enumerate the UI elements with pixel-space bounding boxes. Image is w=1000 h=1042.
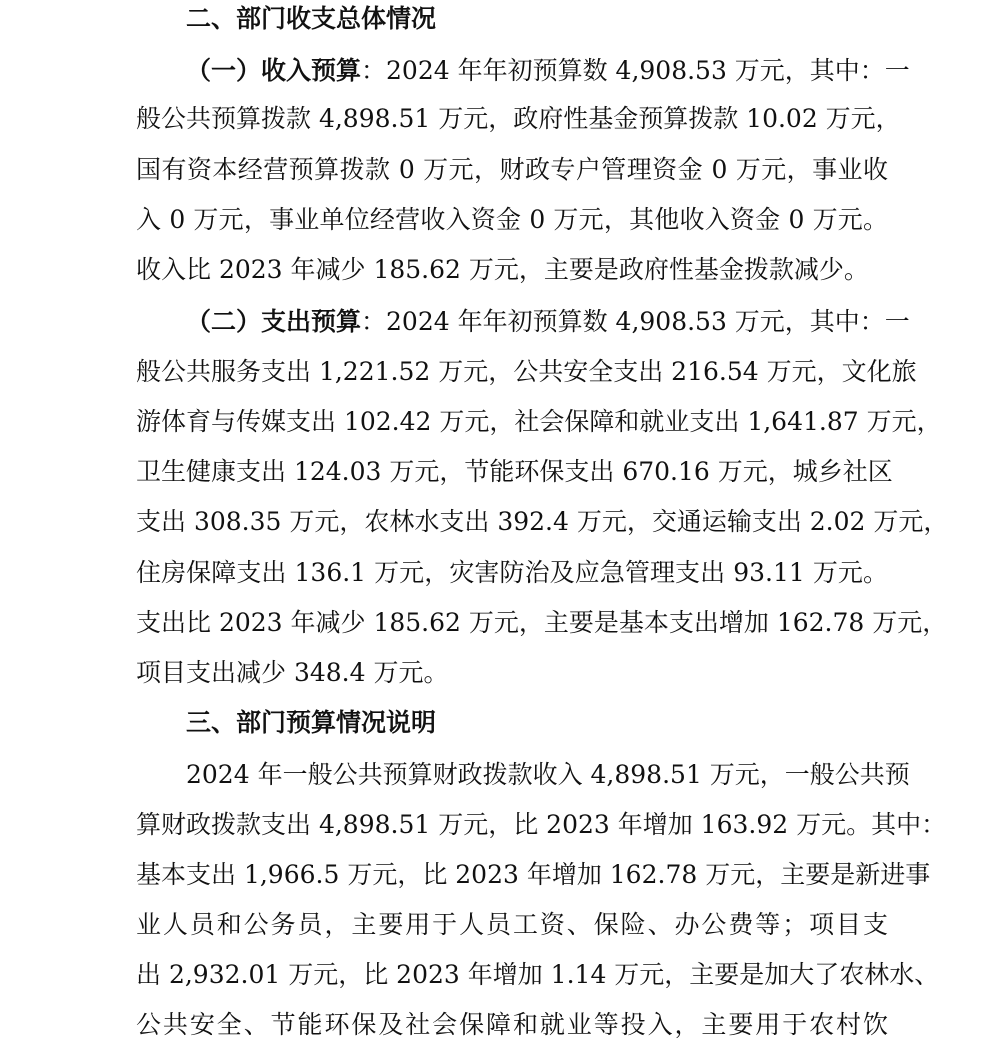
income-line-1: （一）收入预算：2024 年年初预算数 4,908.53 万元，其中：一 [186, 56, 910, 85]
budget-line-5: 出 2,932.01 万元，比 2023 年增加 1.14 万元，主要是加大了农林水、 [136, 960, 940, 989]
expense-line-2: 般公共服务支出 1,221.52 万元，公共安全支出 216.54 万元，文化旅 [136, 357, 917, 386]
expense-line-5: 支出 308.35 万元，农林水支出 392.4 万元，交通运输支出 2.02 万元， [136, 507, 949, 536]
expense-line-1: （二）支出预算：2024 年年初预算数 4,908.53 万元，其中：一 [186, 307, 910, 336]
section-heading-overall: 二、部门收支总体情况 [186, 4, 437, 33]
expense-label: （二）支出预算 [186, 307, 362, 336]
income-line-4: 入 0 万元，事业单位经营收入资金 0 万元，其他收入资金 0 万元。 [136, 205, 888, 234]
budget-line-6: 公共安全、节能环保及社会保障和就业等投入，主要用于农村饮 [136, 1010, 888, 1039]
expense-line-6: 住房保障支出 136.1 万元，灾害防治及应急管理支出 93.11 万元。 [136, 558, 888, 587]
income-line-3: 国有资本经营预算拨款 0 万元，财政专户管理资金 0 万元，事业收 [136, 155, 888, 184]
income-line-2: 般公共预算拨款 4,898.51 万元，政府性基金预算拨款 10.02 万元， [136, 104, 901, 133]
budget-line-1: 2024 年一般公共预算财政拨款收入 4,898.51 万元，一般公共预 [186, 760, 910, 789]
expense-line-8: 项目支出减少 348.4 万元。 [136, 658, 449, 687]
budget-line-4: 业人员和公务员，主要用于人员工资、保险、办公费等；项目支 [136, 910, 888, 939]
income-line-5: 收入比 2023 年减少 185.62 万元，主要是政府性基金拨款减少。 [136, 255, 869, 284]
budget-line-2: 算财政拨款支出 4,898.51 万元，比 2023 年增加 163.92 万元。其中： [136, 810, 947, 839]
section-heading-budget: 三、部门预算情况说明 [186, 708, 437, 737]
budget-line-3: 基本支出 1,966.5 万元，比 2023 年增加 162.78 万元，主要是新进事 [136, 860, 931, 889]
expense-line-7: 支出比 2023 年减少 185.62 万元，主要是基本支出增加 162.78 万元， [136, 608, 948, 637]
income-label: （一）收入预算 [186, 56, 362, 85]
expense-line-4: 卫生健康支出 124.03 万元，节能环保支出 670.16 万元，城乡社区 [136, 457, 893, 486]
expense-line-3: 游体育与传媒支出 102.42 万元，社会保障和就业支出 1,641.87 万元， [136, 407, 942, 436]
